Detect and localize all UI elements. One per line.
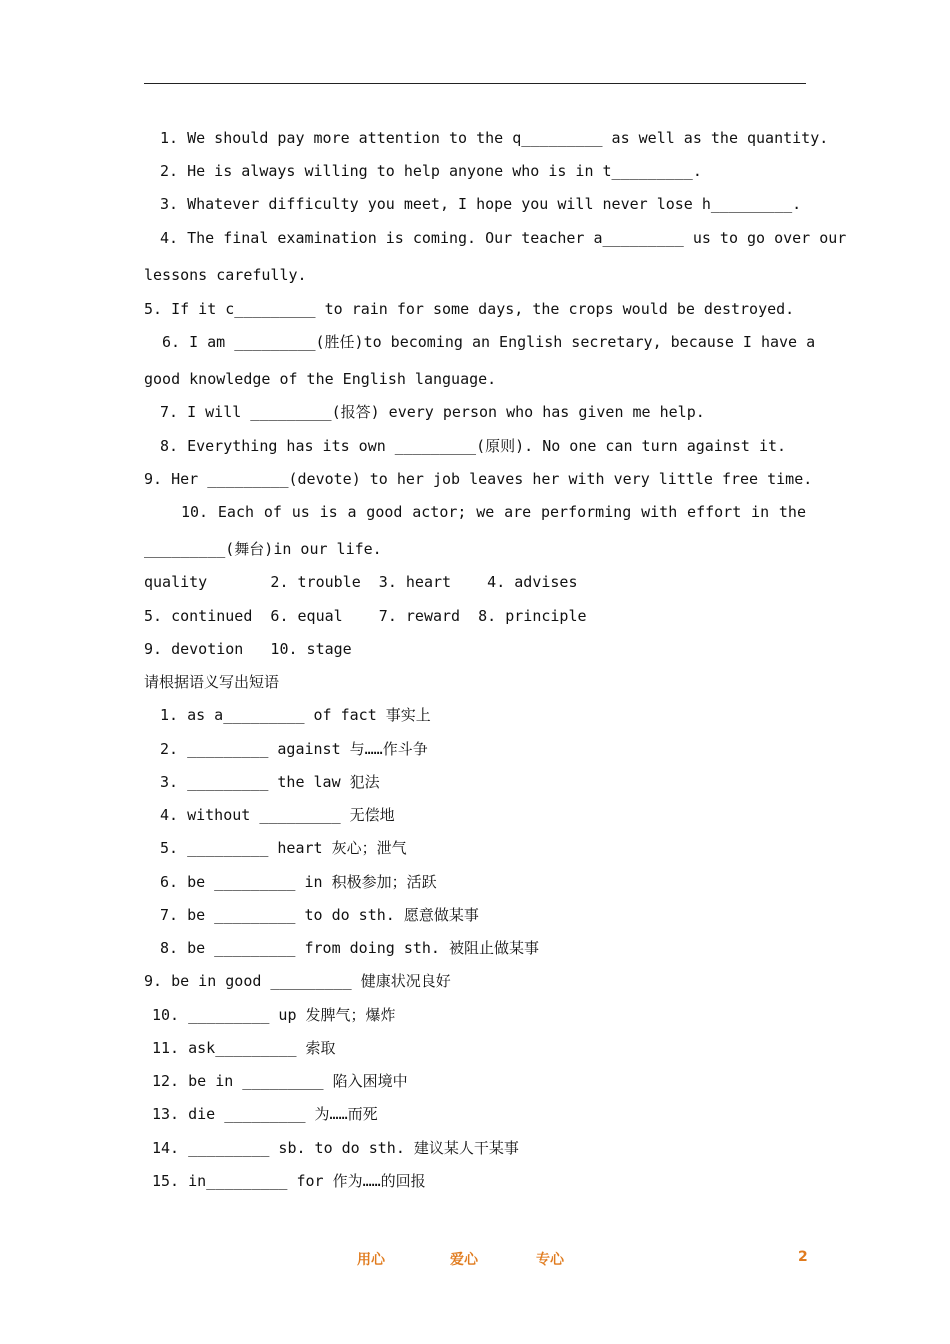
exercise-b-item-8: 8. be _________ from doing sth. 被阻止做某事 <box>160 939 539 957</box>
exercise-a-item-5: 5. If it c_________ to rain for some days, the crops would be destroyed. <box>144 300 795 318</box>
exercise-b-item-1: 1. as a_________ of fact 事实上 <box>160 706 431 724</box>
exercise-b-item-6: 6. be _________ in 积极参加；活跃 <box>160 873 437 891</box>
exercise-a-item-6: 6. I am _________(胜任)to becoming an English secretary, because I have a <box>162 333 816 351</box>
section-b-title: 请根据语义写出短语 <box>144 673 280 691</box>
answers-a-row-1: quality 2. trouble 3. heart 4. advises <box>144 573 578 591</box>
exercise-b-item-15: 15. in_________ for 作为……的回报 <box>152 1172 426 1190</box>
exercise-a-item-10-cont: _________(舞台)in our life. <box>144 540 382 558</box>
footer-motto-1: 用心 <box>357 1252 385 1268</box>
exercise-b-item-2: 2. _________ against 与……作斗争 <box>160 740 428 758</box>
footer-motto-2: 爱心 <box>450 1252 478 1268</box>
exercise-a-item-4-cont: lessons carefully. <box>144 266 307 284</box>
exercise-b-item-11: 11. ask_________ 索取 <box>152 1039 336 1057</box>
exercise-b-item-12: 12. be in _________ 陷入困境中 <box>152 1072 408 1090</box>
exercise-a-item-8: 8. Everything has its own _________(原则). No one can turn against it. <box>160 437 787 455</box>
page-number: 2 <box>798 1249 808 1265</box>
exercise-a-item-6-cont: good knowledge of the English language. <box>144 370 497 388</box>
exercise-b-item-3: 3. _________ the law 犯法 <box>160 773 380 791</box>
exercise-b-item-9: 9. be in good _________ 健康状况良好 <box>144 972 451 990</box>
answers-a-row-2: 5. continued 6. equal 7. reward 8. principle <box>144 607 587 625</box>
exercise-a-item-1: 1. We should pay more attention to the q_________ as well as the quantity. <box>160 129 829 147</box>
exercise-b-item-13: 13. die _________ 为……而死 <box>152 1105 378 1123</box>
answers-a-row-3: 9. devotion 10. stage <box>144 640 352 658</box>
exercise-a-item-10: 10. Each of us is a good actor; we are performing with effort in the <box>181 503 806 521</box>
exercise-a-item-3: 3. Whatever difficulty you meet, I hope you will never lose h_________. <box>160 195 802 213</box>
exercise-a-item-7: 7. I will _________(报答) every person who has given me help. <box>160 403 705 421</box>
exercise-b-item-7: 7. be _________ to do sth. 愿意做某事 <box>160 906 479 924</box>
header-rule <box>144 83 806 84</box>
footer-motto-3: 专心 <box>536 1252 564 1268</box>
exercise-a-item-9: 9. Her _________(devote) to her job leaves her with very little free time. <box>144 470 813 488</box>
exercise-a-item-2: 2. He is always willing to help anyone who is in t_________. <box>160 162 702 180</box>
exercise-b-item-14: 14. _________ sb. to do sth. 建议某人干某事 <box>152 1139 519 1157</box>
exercise-a-item-4: 4. The final examination is coming. Our teacher a_________ us to go over our <box>160 229 847 247</box>
exercise-b-item-4: 4. without _________ 无偿地 <box>160 806 395 824</box>
exercise-b-item-5: 5. _________ heart 灰心；泄气 <box>160 839 407 857</box>
exercise-b-item-10: 10. _________ up 发脾气；爆炸 <box>152 1006 396 1024</box>
